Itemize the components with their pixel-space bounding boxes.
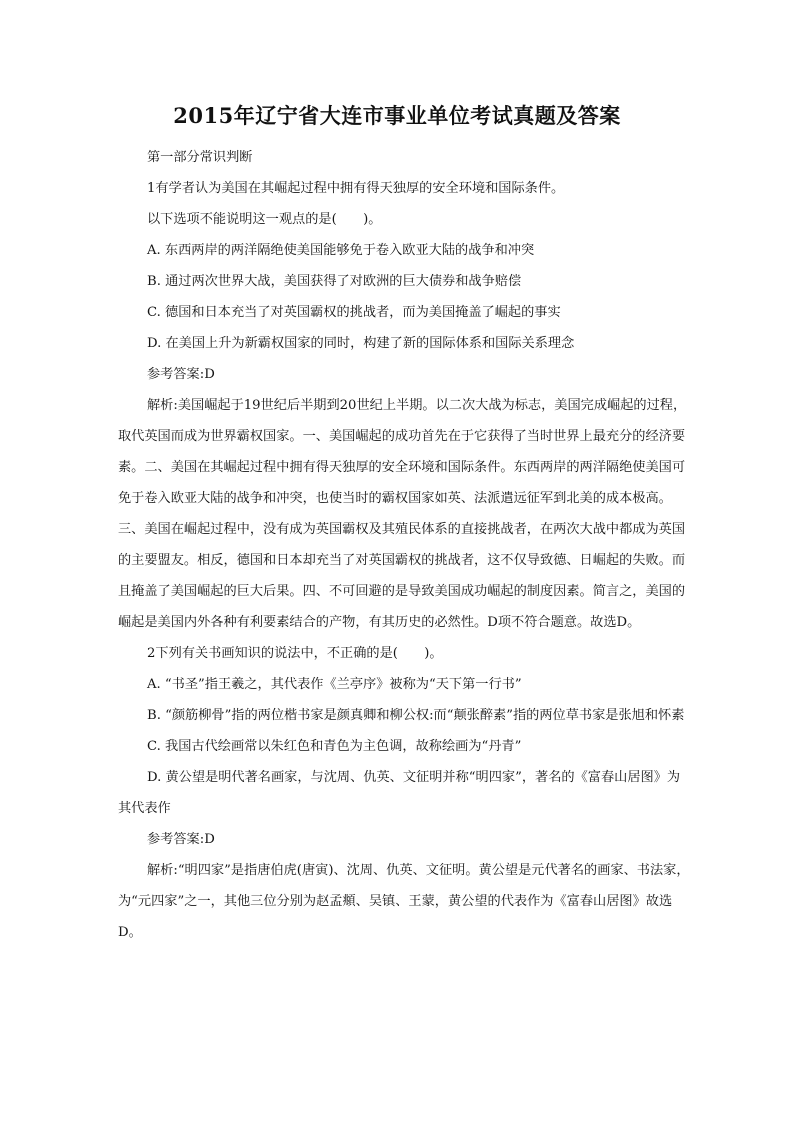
document-content — [118, 142, 690, 948]
analysis-paragraph: 解析:美国崛起于19世纪后半期到20世纪上半期。以二次大战为标志，美国完成崛起的过程，取代英国而成为世界霸权国家。一、美国崛起的成功首先在于它获得了当时世界上最充分的经济要素。二、美国在其崛起过程中拥有得天独厚的安全环境和国际条件。东西两岸的两洋隔绝使美国可免于卷入欧亚大陆的战争和冲突，也使当时的霸权国家如英、法派遣远征军到北美的成本极高。三、美国在崛起过程中，没有成为英国霸权及其殖民体系的直接挑战者，在两次大战中都成为英国的主要盟友。相反，德国和日本却充当了对英国霸权的挑战者，这不仅导致德、日崛起的失败。而且掩盖了美国崛起的巨大后果。四、不可回避的是导致美国成功崛起的制度因素。简言之，美国的崛起是美国内外各种有利要素结合的产物，有其历史的必然性。D项不符合题意。故选D。 — [118, 398, 687, 630]
option-a: A. 东西两岸的两洋隔绝使美国能够免于卷入欧亚大陆的战争和冲突 — [147, 243, 535, 258]
question-1 — [118, 173, 690, 638]
question-stem-line: 2下列有关书画知识的说法中，不正确的是( )。 — [147, 646, 443, 661]
option-d: D. 在美国上升为新霸权国家的同时，构建了新的国际体系和国际关系理念 — [147, 336, 575, 351]
option-b: B. 通过两次世界大战，美国获得了对欧洲的巨大债券和战争赔偿 — [147, 274, 522, 289]
option-b: B. “颜筋柳骨”指的两位楷书家是颜真卿和柳公权:而“颠张醉素”指的两位草书家是张旭和怀素 — [147, 708, 685, 723]
answer-line: 参考答案:D — [147, 367, 215, 382]
question-2 — [118, 638, 690, 948]
answer-line: 参考答案:D — [147, 832, 215, 847]
section-heading: 第一部分常识判断 — [147, 150, 253, 165]
question-stem-line: 1有学者认为美国在其崛起过程中拥有得天独厚的安全环境和国际条件。 — [147, 181, 565, 196]
option-d: D. 黄公望是明代著名画家，与沈周、仇英、文征明并称“明四家”，著名的《富春山居图》为其代表作 — [118, 770, 681, 816]
option-c: C. 我国古代绘画常以朱红色和青色为主色调，故称绘画为“丹青” — [147, 739, 522, 754]
option-a: A. “书圣”指王羲之，其代表作《兰亭序》被称为“天下第一行书” — [147, 677, 522, 692]
analysis-paragraph: 解析:“明四家”是指唐伯虎(唐寅)、沈周、仇英、文征明。黄公望是元代著名的画家、书法家，为“元四家”之一，其他三位分别为赵孟頫、吴镇、王蒙，黄公望的代表作为《富春山居图》故选D。 — [118, 863, 690, 940]
document-title: 2015年辽宁省大连市事业单位考试真题及答案 — [173, 103, 621, 128]
question-stem-line: 以下选项不能说明这一观点的是( )。 — [147, 212, 382, 227]
option-c: C. 德国和日本充当了对英国霸权的挑战者，而为美国掩盖了崛起的事实 — [147, 305, 561, 320]
